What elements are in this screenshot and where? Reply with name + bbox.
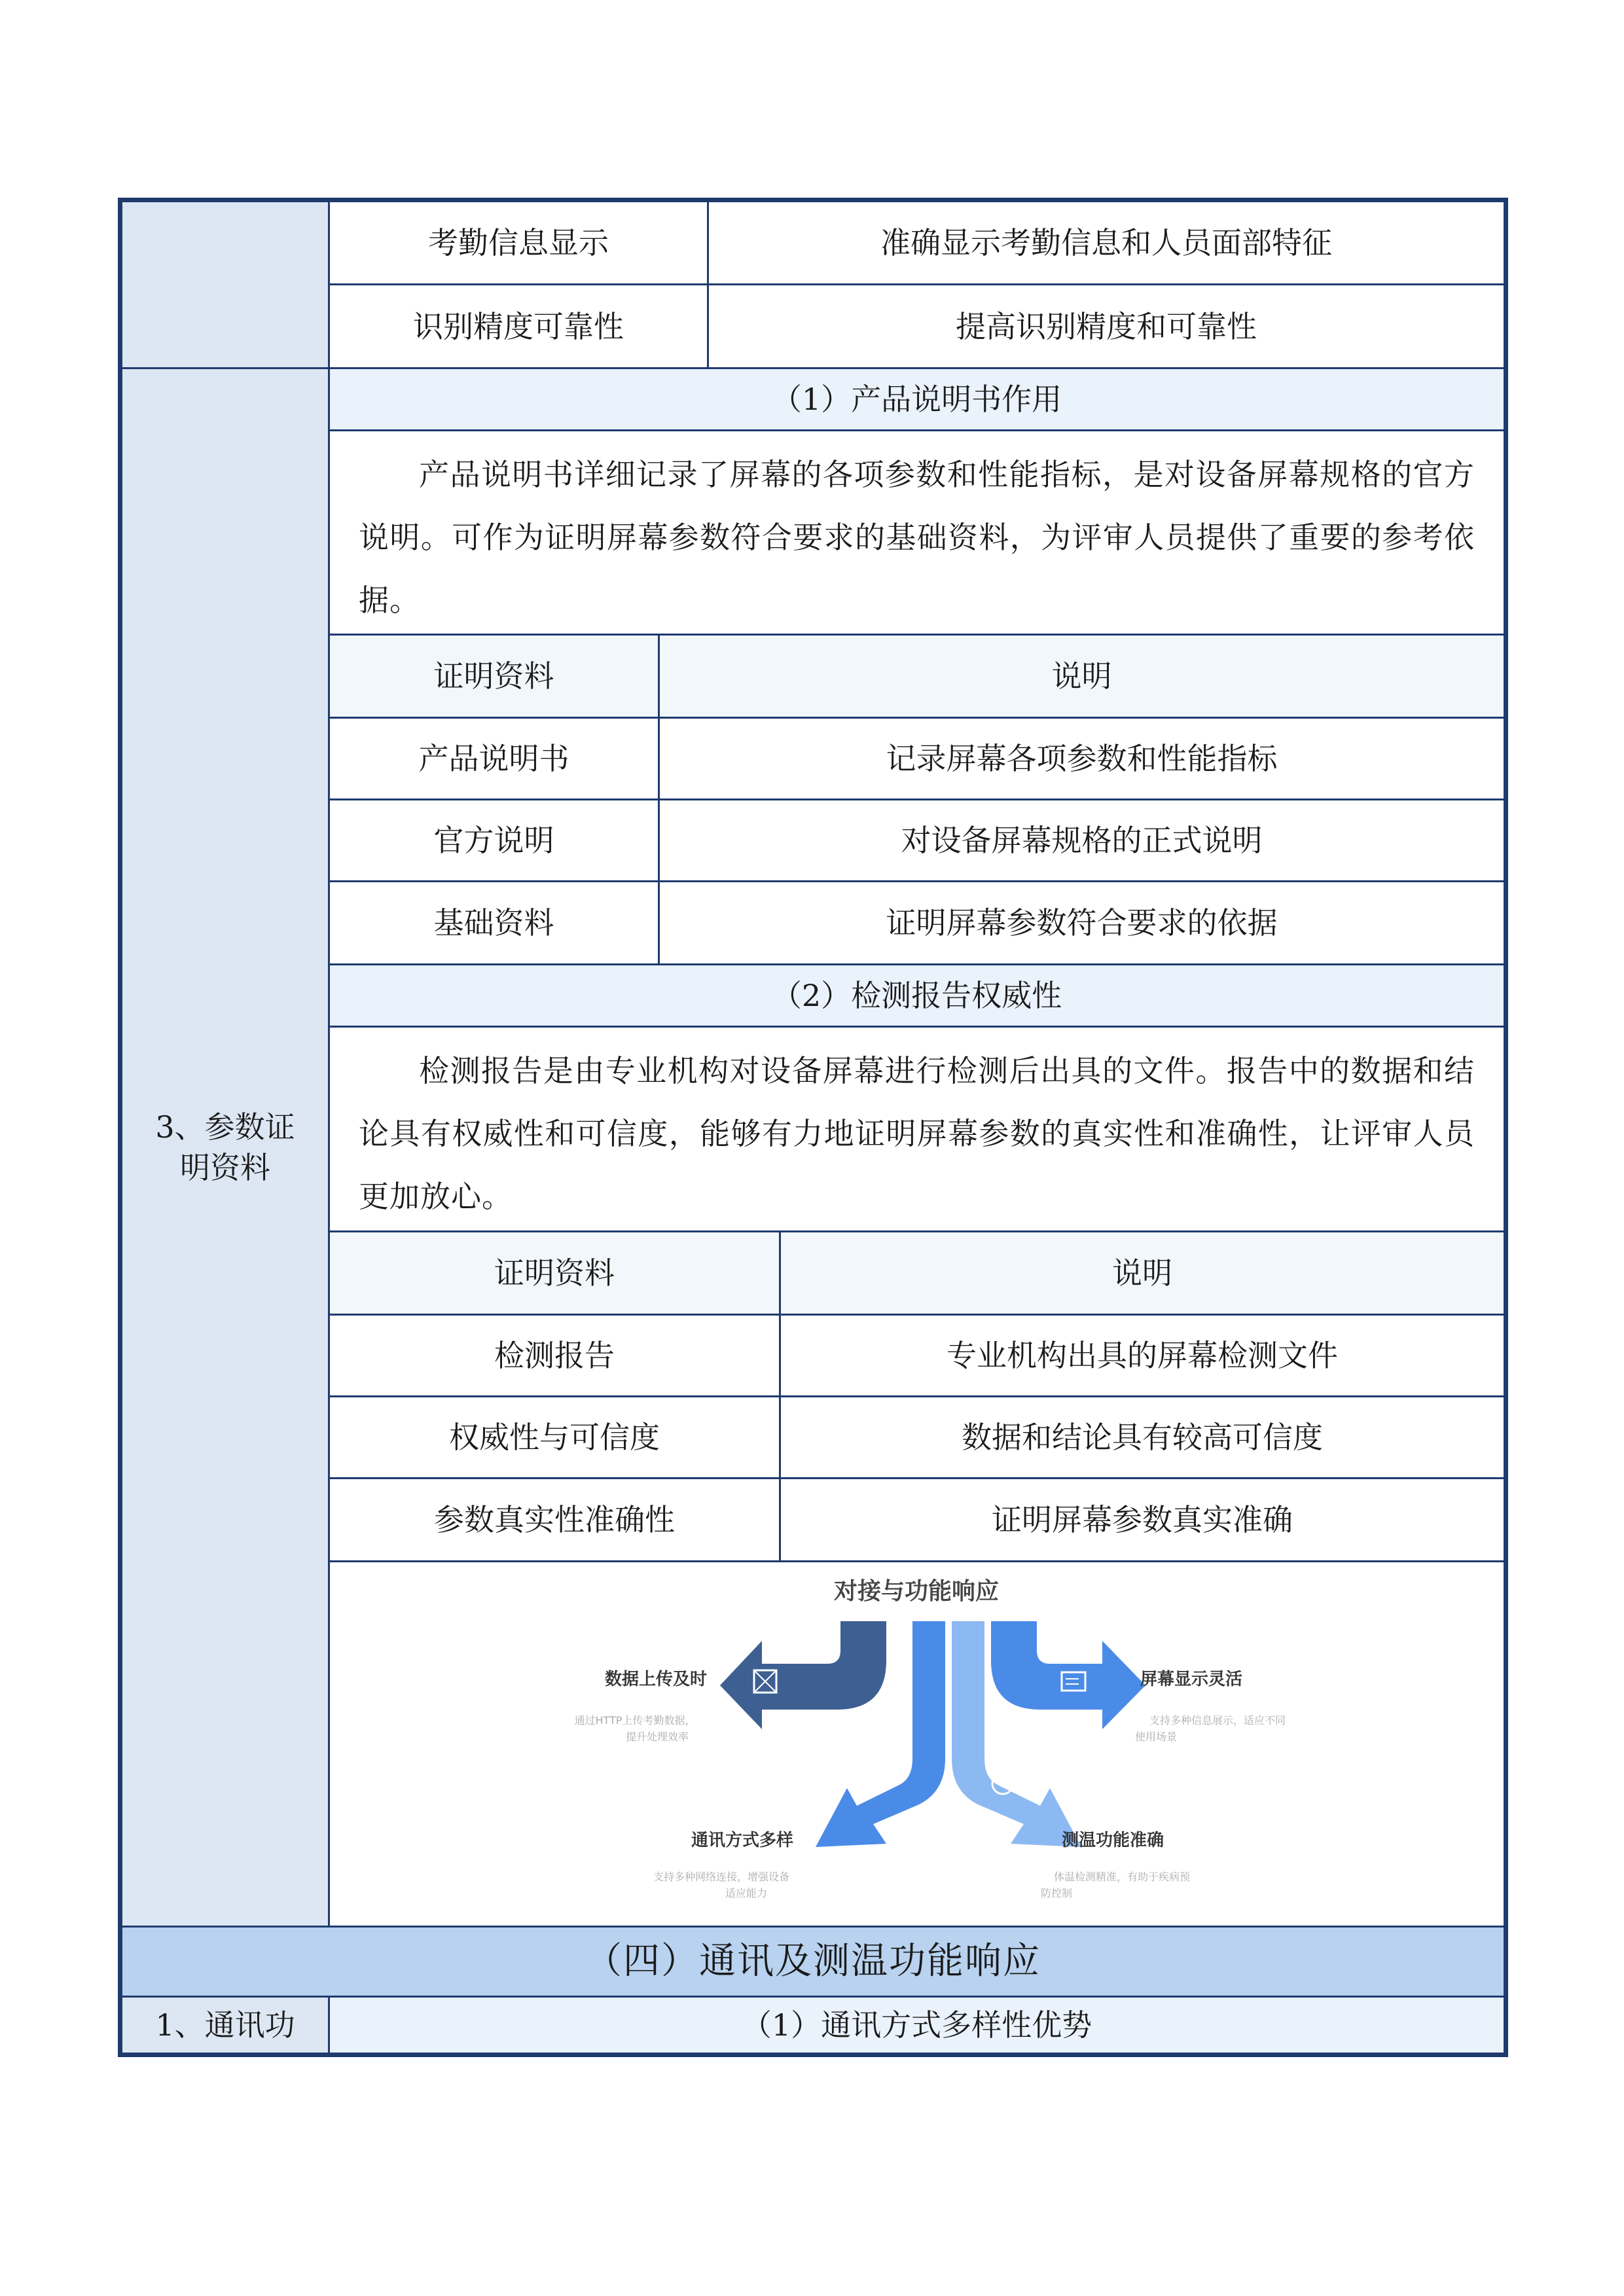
- part1-row2-col1: 官方说明: [433, 823, 554, 858]
- diagram-svg: [330, 1562, 1504, 1926]
- part1-row2-col2: 对设备屏幕规格的正式说明: [901, 823, 1263, 858]
- diagram-cell: [330, 1562, 1504, 1926]
- divider: [328, 429, 1504, 431]
- divider: [328, 202, 330, 1928]
- top-row-1-label: 考勤信息显示: [428, 225, 609, 260]
- item-comm-desc1: 支持多种网络连接，增强设备: [653, 1871, 790, 1883]
- part2-row2-col1: 权威性与可信度: [449, 1420, 660, 1455]
- divider: [328, 283, 1504, 285]
- divider: [328, 634, 1504, 636]
- part2-row2-col2: 数据和结论具有较高可信度: [962, 1420, 1323, 1455]
- item-temp-title: 测温功能准确: [1061, 1831, 1164, 1850]
- divider: [328, 1395, 1504, 1397]
- item-screen-desc1: 支持多种信息展示，适应不同: [1149, 1714, 1286, 1727]
- part2-paragraph: 检测报告是由专业机构对设备屏幕进行检测后出具的文件。报告中的数据和结论具有权威性和可信度，能够有力地证明屏幕参数的真实性和准确性，让评审人员更加放心。: [359, 1053, 1475, 1214]
- divider: [328, 963, 1504, 965]
- section3-label: 3、参数证明资料: [155, 1109, 295, 1185]
- divider: [122, 367, 1504, 369]
- left-cell-section3: [122, 369, 328, 1926]
- top-row-2-desc: 提高识别精度和可靠性: [956, 308, 1257, 344]
- part1-header-col2: 说明: [660, 636, 1504, 717]
- item-upload-title: 数据上传及时: [604, 1670, 708, 1689]
- divider: [328, 880, 1504, 882]
- divider: [328, 1314, 1504, 1316]
- part1-paragraph: 产品说明书详细记录了屏幕的各项参数和性能指标，是对设备屏幕规格的官方说明。可作为证明屏幕参数符合要求的基础资料，为评审人员提供了重要的参考依据。: [359, 457, 1475, 618]
- item-comm-desc2: 适应能力: [725, 1887, 768, 1899]
- part2-heading: （2）检测报告权威性: [330, 965, 1504, 1026]
- arrow-screen-display: [991, 1621, 1146, 1729]
- top-row-1-desc: 准确显示考勤信息和人员面部特征: [880, 225, 1332, 260]
- divider: [122, 1996, 1504, 1998]
- part1-heading: （1）产品说明书作用: [330, 369, 1504, 429]
- part2-header-col1: 证明资料: [330, 1232, 779, 1314]
- part1-header-col1: 证明资料: [330, 636, 658, 717]
- part2-row1-col2: 专业机构出具的屏幕检测文件: [947, 1338, 1338, 1373]
- section4-heading: （1）通讯方式多样性优势: [330, 1998, 1504, 2053]
- section4-banner: （四）通讯及测温功能响应: [122, 1928, 1504, 1996]
- divider: [328, 1560, 1504, 1562]
- item-upload-desc1: 通过HTTP上传考勤数据，: [574, 1714, 696, 1727]
- item-upload-desc2: 提升处理效率: [625, 1731, 689, 1743]
- part2-header-col2: 说明: [781, 1232, 1504, 1314]
- item-comm-title: 通讯方式多样: [691, 1831, 794, 1850]
- part1-row1-col1: 产品说明书: [418, 741, 569, 776]
- arrow-data-upload: [720, 1621, 886, 1729]
- divider: [328, 1026, 1504, 1028]
- item-temp-desc2: 防控制: [1040, 1887, 1073, 1899]
- part1-row3-col1: 基础资料: [433, 905, 554, 941]
- part2-row3-col2: 证明屏幕参数真实准确: [992, 1502, 1293, 1537]
- divider: [122, 1926, 1504, 1928]
- part1-row3-col2: 证明屏幕参数符合要求的依据: [886, 905, 1278, 941]
- section4-label: 1、通讯功: [122, 1998, 328, 2053]
- signal-icon: [823, 1773, 844, 1794]
- divider: [328, 1230, 1504, 1232]
- top-row-2-label: 识别精度可靠性: [413, 308, 624, 344]
- item-screen-desc2: 使用场景: [1134, 1731, 1178, 1743]
- left-cell-top: [122, 202, 328, 367]
- divider: [328, 1477, 1504, 1479]
- diagram-title: 对接与功能响应: [833, 1578, 1000, 1605]
- divider: [328, 798, 1504, 800]
- item-temp-desc1: 体温检测精准，有助于疾病预: [1053, 1871, 1191, 1883]
- divider: [328, 1996, 330, 2053]
- part2-row3-col1: 参数真实性准确性: [434, 1502, 675, 1537]
- part1-row1-col2: 记录屏幕各项参数和性能指标: [886, 741, 1278, 776]
- part2-row1-col1: 检测报告: [494, 1338, 615, 1373]
- item-screen-title: 屏幕显示灵活: [1140, 1670, 1243, 1689]
- divider: [328, 717, 1504, 719]
